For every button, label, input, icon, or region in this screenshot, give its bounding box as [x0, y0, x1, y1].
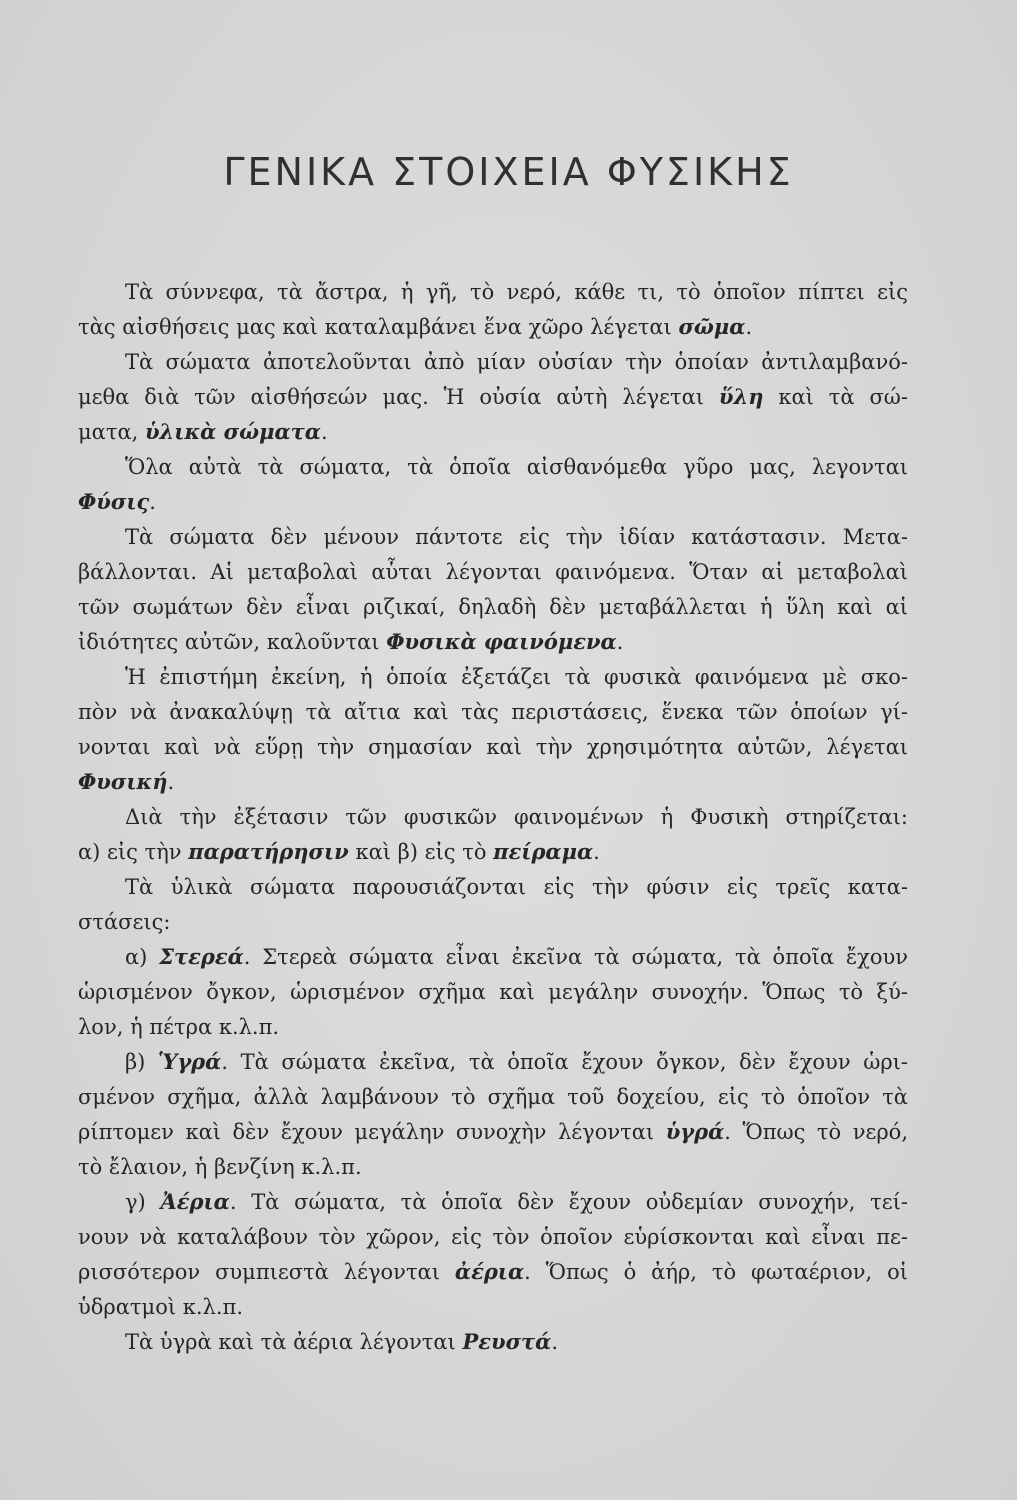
text-segment: πὸν νὰ ἀνακαλύψῃ τὰ αἴτια καὶ τὰς περιστάσεις, ἕνεκα τῶν ὁποίων γί-: [78, 700, 908, 724]
term-emphasis: Ὑγρά: [157, 1049, 222, 1074]
text-segment: ἰδιότητες αὐτῶν, καλοῦνται: [78, 630, 387, 654]
text-segment: Ἡ ἐπιστήμη ἐκείνη, ἡ ὁποία ἐξετάζει τὰ φυσικὰ φαινόμενα μὲ σκο-: [125, 665, 908, 689]
text-segment: .: [593, 840, 600, 864]
text-segment: νονται καὶ νὰ εὕρῃ τὴν σημασίαν καὶ τὴν χρησιμότητα αὐτῶν, λέγεται: [78, 735, 908, 759]
term-emphasis: Φυσική: [78, 769, 168, 794]
text-segment: τῶν σωμάτων δὲν εἶναι ριζικαί, δηλαδὴ δὲν μεταβάλλεται ἡ ὕλη καὶ αἱ: [78, 595, 908, 619]
text-segment: ὡρισμένον ὄγκον, ὡρισμένον σχῆμα καὶ μεγάλην συνοχήν. Ὅπως τὸ ξύ-: [78, 980, 908, 1004]
text-segment: Τὰ σώματα δὲν μένουν πάντοτε εἰς τὴν ἰδίαν κατάστασιν. Μετα-: [125, 525, 908, 549]
text-segment: . Ὅπως ὁ ἀήρ, τὸ φωταέριον, οἱ: [524, 1260, 908, 1284]
text-segment: γ): [125, 1190, 161, 1214]
text-segment: β): [125, 1050, 158, 1074]
text-segment: α) εἰς τὴν: [78, 840, 189, 864]
text-segment: σμένον σχῆμα, ἀλλὰ λαμβάνουν τὸ σχῆμα τοῦ δοχείου, εἰς τὸ ὁποῖον τὰ: [78, 1085, 908, 1109]
term-emphasis: παρατήρησιν: [188, 839, 349, 864]
text-segment: τὸ ἔλαιον, ἡ βενζίνη κ.λ.π.: [78, 1155, 362, 1179]
text-segment: .: [167, 770, 175, 794]
text-segment: . Τὰ σώματα, τὰ ὁποῖα δὲν ἔχουν οὐδεμίαν συνοχήν, τεί-: [229, 1190, 908, 1214]
text-segment: Διὰ τὴν ἐξέτασιν τῶν φυσικῶν φαινομένων ἡ Φυσικὴ στηρίζεται:: [125, 805, 908, 829]
text-segment: μεθα διὰ τῶν αἰσθήσεών μας. Ἡ οὐσία αὐτὴ λέγεται: [78, 385, 719, 409]
text-segment: .: [551, 1330, 559, 1354]
term-emphasis: ἀέρια: [454, 1259, 525, 1284]
text-segment: . Τὰ σώματα ἐκεῖνα, τὰ ὁποῖα ἔχουν ὄγκον, δὲν ἔχουν ὡρι-: [221, 1050, 908, 1074]
text-segment: .: [616, 630, 624, 654]
term-emphasis: πείραμα: [493, 839, 594, 864]
text-segment: νουν νὰ καταλάβουν τὸν χῶρον, εἰς τὸν ὁποῖον εὑρίσκονται καὶ εἶναι πε-: [78, 1225, 908, 1249]
text-segment: . Ὅπως τὸ νερό,: [724, 1120, 908, 1144]
text-segment: Τὰ σύννεφα, τὰ ἄστρα, ἡ γῆ, τὸ νερό, κάθε τι, τὸ ὁποῖον πίπτει εἰς: [125, 280, 908, 304]
text-line: [125, 1320, 908, 1364]
term-emphasis: Ρευστά: [462, 1329, 552, 1354]
term-emphasis: Φύσις: [78, 489, 150, 514]
text-segment: α): [125, 945, 160, 969]
text-segment: ρισσότερον συμπιεστὰ λέγονται: [78, 1260, 455, 1284]
term-emphasis: σῶμα: [678, 314, 746, 339]
term-emphasis: ὑλικὰ σώματα: [144, 419, 321, 444]
term-emphasis: Στερεά: [159, 944, 244, 969]
text-segment: τὰς αἰσθήσεις μας καὶ καταλαμβάνει ἕνα χῶρο λέγεται: [78, 315, 679, 339]
text-segment: ματα,: [78, 420, 145, 444]
term-emphasis: ὕλη: [718, 384, 764, 409]
text-segment: . Στερεὰ σώματα εἶναι ἐκεῖνα τὰ σώματα, τὰ ὁποῖα ἔχουν: [243, 945, 908, 969]
text-segment: στάσεις:: [78, 910, 171, 934]
text-segment: καὶ τὰ σώ-: [763, 385, 908, 409]
term-emphasis: Φυσικὰ φαινόμενα: [386, 629, 617, 654]
text-segment: ρίπτομεν καὶ δὲν ἔχουν μεγάλην συνοχὴν λέγονται: [78, 1120, 666, 1144]
text-segment: .: [745, 315, 753, 339]
text-segment: λον, ἡ πέτρα κ.λ.π.: [78, 1015, 280, 1039]
text-segment: Τὰ ὑλικὰ σώματα παρουσιάζονται εἰς τὴν φύσιν εἰς τρεῖς κατα-: [125, 875, 908, 899]
page-title: ΓΕΝΙΚΑ ΣΤΟΙΧΕΙΑ ΦΥΣΙΚΗΣ: [223, 150, 794, 194]
text-segment: .: [149, 490, 156, 514]
text-segment: βάλλονται. Αἱ μεταβολαὶ αὗται λέγονται φαινόμενα. Ὅταν αἱ μεταβολαὶ: [78, 560, 908, 584]
text-segment: Τὰ σώματα ἀποτελοῦνται ἀπὸ μίαν οὐσίαν τὴν ὁποίαν ἀντιλαμβανό-: [125, 350, 908, 374]
term-emphasis: Ἀέρια: [160, 1189, 230, 1214]
text-segment: ὑδρατμοὶ κ.λ.π.: [78, 1295, 244, 1319]
text-segment: .: [320, 420, 328, 444]
text-segment: Τὰ ὑγρὰ καὶ τὰ ἀέρια λέγονται: [125, 1330, 463, 1354]
text-segment: καὶ β) εἰς τὸ: [348, 840, 494, 864]
text-segment: Ὅλα αὐτὰ τὰ σώματα, τὰ ὁποῖα αἰσθανόμεθα γῦρο μας, λεγονται: [125, 455, 908, 479]
term-emphasis: ὑγρά: [665, 1119, 725, 1144]
